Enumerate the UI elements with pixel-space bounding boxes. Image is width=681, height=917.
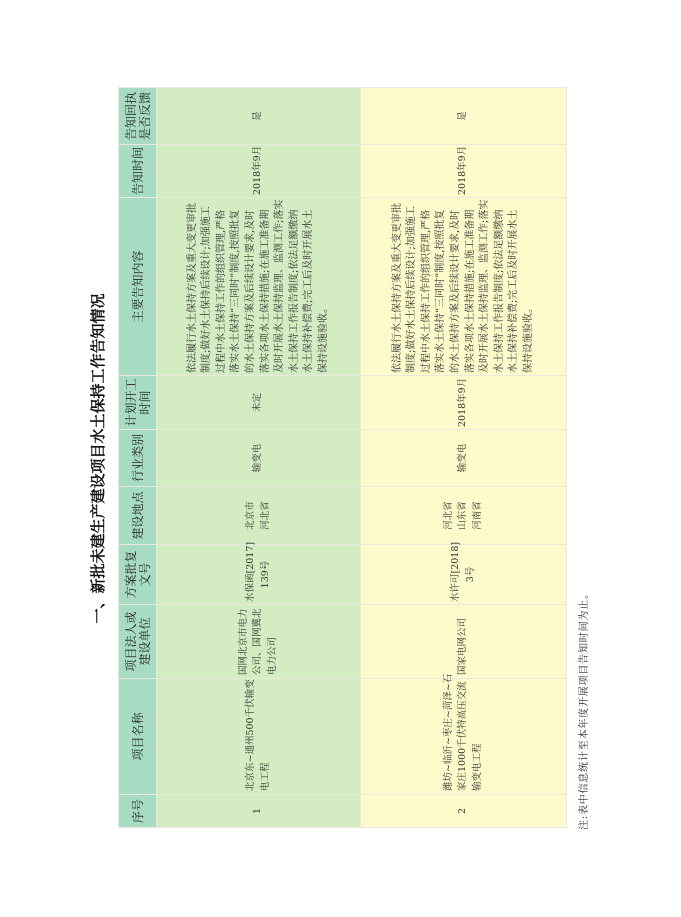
cell-industry: 输变电	[361, 430, 567, 487]
cell-location: 北京市 河北省	[157, 487, 361, 545]
header-cell-notice-time: 告知时间	[119, 145, 157, 198]
cell-notice-content: 依法履行水土保持方案及重大变更审批 制度;做好水土保持后续设计;加强施工 过程中水土保持工作的组织管理,严格 落实水土保持“三同时”制度,按照批复 的水土保持方案及后续设计要求,及时 落实各项水土保持措施;在施工准备期 及时开展水土保持监理、监测工作;落实 水土保持工作报告制度;依法足额缴纳 水土保持补偿费;完工后及时开展水土 保持设施验收。	[157, 198, 361, 376]
cell-location: 河北省 山东省 河南省	[361, 487, 567, 545]
table-row	[157, 88, 361, 828]
cell-approval-no: 水保函[2017] 139号	[157, 545, 361, 605]
cell-receipt: 是	[157, 88, 361, 145]
header-cell-approval-no: 方案批复 文号	[119, 545, 157, 605]
cell-planned-start: 未定	[157, 376, 361, 430]
cell-industry: 输变电	[157, 430, 361, 487]
header-cell-location: 建设地点	[119, 487, 157, 545]
cell-receipt: 是	[361, 88, 567, 145]
cell-planned-start: 2018年9月	[361, 376, 567, 430]
page-title: 一、新批未建生产建设项目水土保持工作告知情况	[89, 293, 107, 624]
header-cell-owner: 项目法人或 建设单位	[119, 605, 157, 679]
table-row	[361, 88, 567, 828]
header-cell-index: 序号	[119, 795, 157, 828]
header-cell-receipt: 告知回执 是否反馈	[119, 88, 157, 145]
header-cell-planned-start: 计划开工 时间	[119, 376, 157, 430]
cell-index: 2	[361, 795, 567, 828]
header-row	[119, 88, 157, 828]
table-note: 注:表中信息统计至本年度开展项目告知时间为止。	[579, 588, 590, 830]
cell-owner: 国家电网公司	[361, 605, 567, 679]
cell-index: 1	[157, 795, 361, 828]
cell-project-name: 潍坊~临沂~枣庄~菏泽~石 家庄1000千伏特高压交流 输变电工程	[361, 679, 567, 795]
cell-owner: 国网北京市电力 公司、国网冀北 电力公司	[157, 605, 361, 679]
header-cell-notice-content: 主要告知内容	[119, 198, 157, 376]
cell-notice-time: 2018年9月	[157, 145, 361, 198]
project-table	[118, 87, 567, 828]
cell-notice-content: 依法履行水土保持方案及重大变更审批 制度;做好水土保持后续设计;加强施工 过程中水土保持工作的组织管理,严格 落实水土保持“三同时”制度,按照批复 的水土保持方案及后续设计要求,及时 落实各项水土保持措施;在施工准备期 及时开展水土保持监理、监测工作;落实 水土保持工作报告制度;依法足额缴纳 水土保持补偿费;完工后及时开展水土 保持设施验收。	[361, 198, 567, 376]
cell-approval-no: 水许可[2018] 3号	[361, 545, 567, 605]
cell-project-name: 北京东~通州500千伏输变 电工程	[157, 679, 361, 795]
cell-notice-time: 2018年9月	[361, 145, 567, 198]
header-cell-industry: 行业类别	[119, 430, 157, 487]
header-cell-project-name: 项目名称	[119, 679, 157, 795]
